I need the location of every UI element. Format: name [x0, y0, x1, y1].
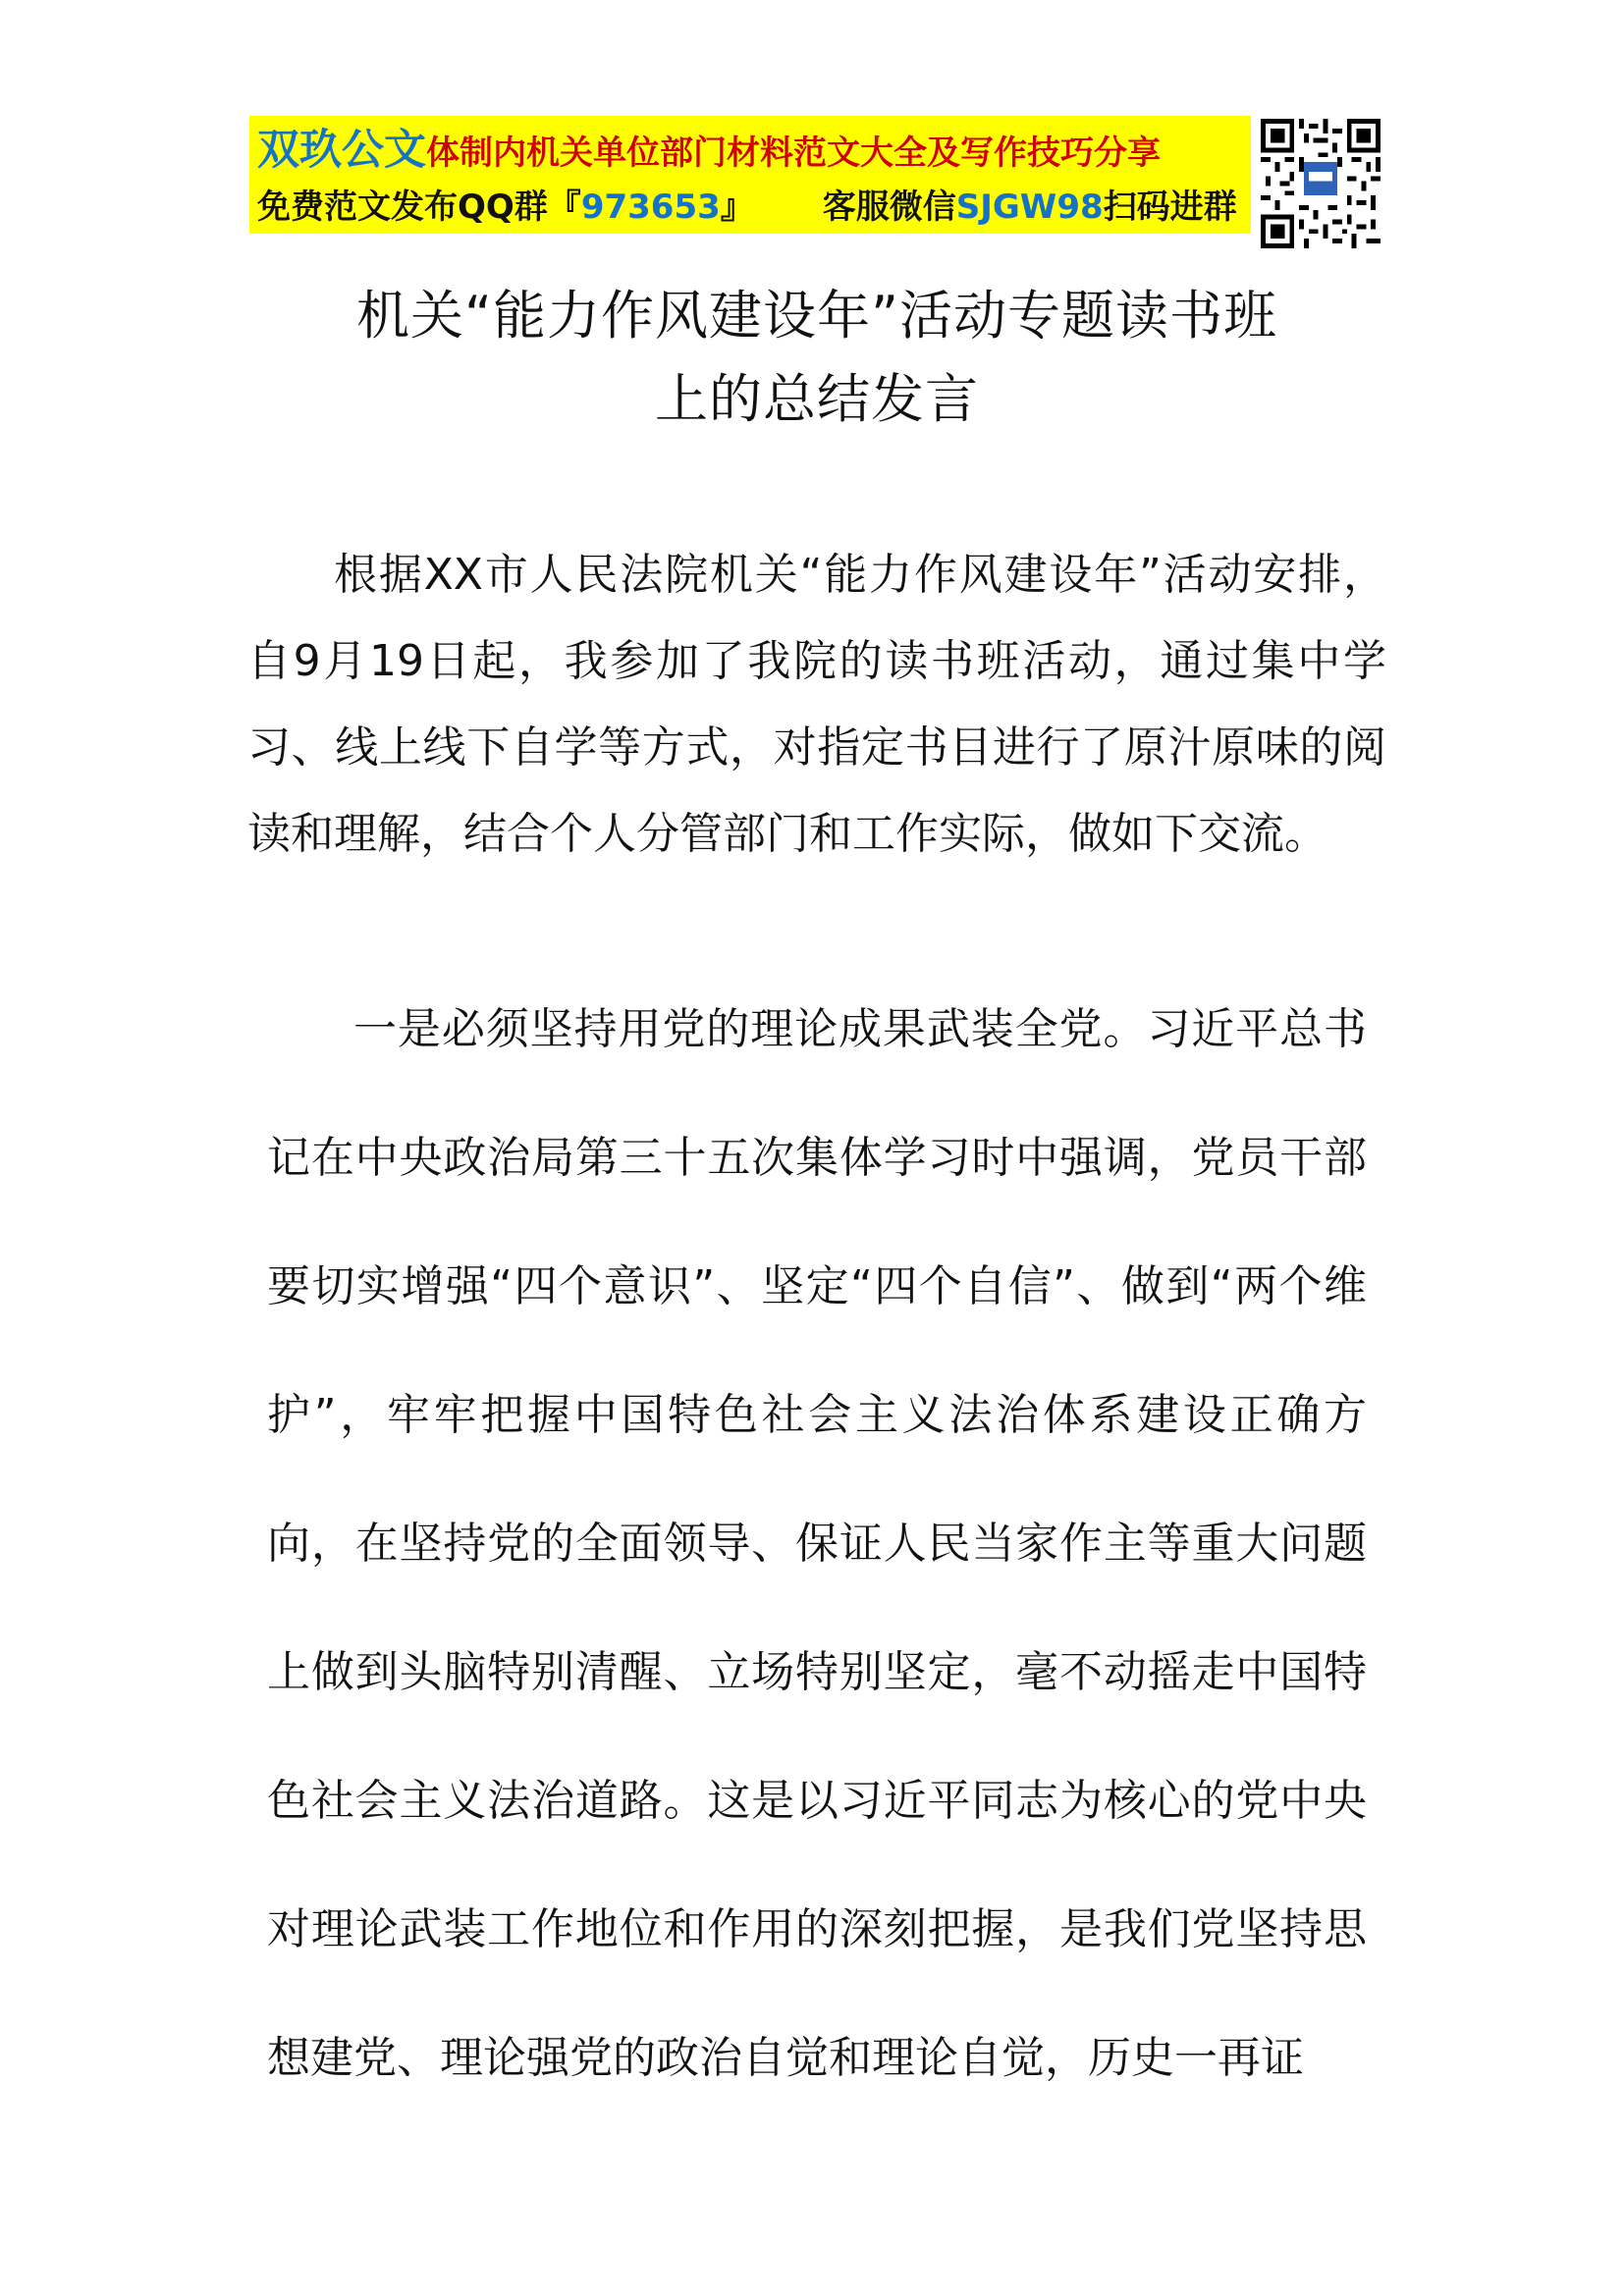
banner-line-2 — [257, 187, 1243, 227]
qr-code-icon — [1261, 118, 1380, 249]
qq-group-number: 973653 — [580, 187, 721, 227]
banner-slogan: 体制内机关单位部门材料范文大全及写作技巧分享 — [426, 133, 1161, 173]
wechat-id: SJGW98 — [955, 187, 1104, 227]
header-banner — [249, 116, 1251, 234]
banner-line-1 — [257, 126, 1243, 175]
qq-group-prefix: 免费范文发布QQ群『 — [257, 187, 581, 227]
paragraph-point-one: 一是必须坚持用党的理论成果武装全党。习近平总书记在中央政治局第三十五次集体学习时中强调，党员干部要切实增强“四个意识”、坚定“四个自信”、做到“两个维护”，牢牢把握中国特色社会主义法治体系建设正确方向，在坚持党的全面领导、保证人民当家作主等重大问题上做到头脑特别清醒、立场特别坚定，毫不动摇走中国特色社会主义法治道路。这是以习近平同志为核心的党中央对理论武装工作地位和作用的深刻把握，是我们党坚持思想建党、理论强党的政治自觉和理论自觉，历史一再证 — [267, 1004, 1367, 2083]
paragraph-intro: 根据XX市人民法院机关“能力作风建设年”活动安排，自9月19日起，我参加了我院的读书班活动，通过集中学习、线上线下自学等方式，对指定书目进行了原汁原味的阅读和理解，结合个人分管部门和工作实际，做如下交流。 — [247, 550, 1386, 859]
brand-name: 双玖公文 — [257, 126, 426, 175]
wechat-suffix: 扫码进群 — [1103, 187, 1237, 227]
document-title-line-1: 机关“能力作风建设年”活动专题读书班 — [356, 285, 1277, 347]
wechat-prefix: 客服微信 — [822, 187, 956, 227]
qq-group-suffix: 』 — [720, 187, 754, 227]
document-title-line-2: 上的总结发言 — [655, 368, 979, 430]
